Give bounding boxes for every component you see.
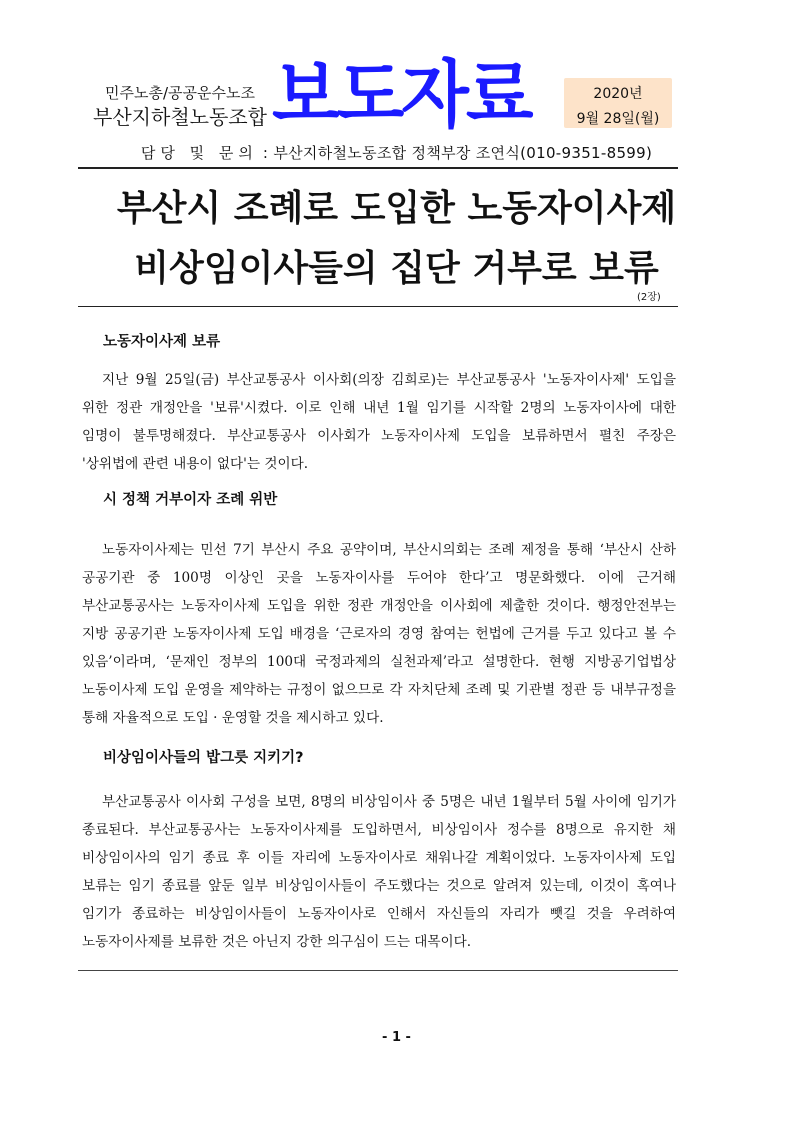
section-title-2: 시 정책 거부이자 조례 위반 xyxy=(103,492,278,508)
section-body-1: 지난 9월 25일(금) 부산교통공사 이사회(의장 김희로)는 부산교통공사 '노동자이사제' 도입을 위한 정관 개정안을 '보류'시켰다. 이로 인해 내년 1월 임기를 시작할 2명의 노동자이사에 대한 임명이 불투명해졌다. 부산교통공사 이사회가 노동자이사제 도입을 보류하면서 펼친 주장은 '상위법에 관련 내용이 없다'는 것이다. xyxy=(82,372,676,472)
page-count: (2장) xyxy=(637,292,661,303)
contact-label: 담당 및 문의 xyxy=(140,144,258,162)
org-line-1: 민주노총/공공운수노조 xyxy=(105,84,255,102)
headline-line-1: 부산시 조례로 도입한 노동자이사제 xyxy=(116,188,677,229)
divider-mid xyxy=(78,306,678,307)
press-release-title: 보도자료 xyxy=(272,51,531,139)
headline-line-2: 비상임이사들의 집단 거부로 보류 xyxy=(134,248,659,289)
date-year: 2020년 xyxy=(593,86,643,102)
date-day: 9월 28일(월) xyxy=(576,111,660,127)
contact-value: : 부산지하철노동조합 정책부장 조연식(010-9351-8599) xyxy=(262,144,653,162)
section-title-1: 노동자이사제 보류 xyxy=(103,334,221,350)
contact-line xyxy=(0,142,793,163)
section-body-3: 부산교통공사 이사회 구성을 보면, 8명의 비상임이사 중 5명은 내년 1월부터 5월 사이에 임기가 종료된다. 부산교통공사는 노동자이사제를 도입하면서, 비상임이사 정수를 8명으로 유지한 채 비상임이사의 임기 종료 후 이들 자리에 노동자이사로 채워나갈 계획이었다. 노동자이사제 도입 보류는 임기 종료를 앞둔 일부 비상임이사들이 주도했다는 것으로 알려져 있는데, 이것이 혹여나 임기가 종료하는 비상임이사들이 노동자이사로 인해서 자신들의 자리가 뺏길 것을 우려하여 노동자이사제를 보류한 것은 아닌지 강한 의구심이 드는 대목이다. xyxy=(82,794,676,950)
org-line-2: 부산지하철노동조합 xyxy=(93,105,267,129)
section-title-3: 비상임이사들의 밥그릇 지키기? xyxy=(103,750,304,766)
divider-top xyxy=(78,167,678,169)
divider-end xyxy=(78,970,678,971)
date-box xyxy=(564,78,672,128)
page-number: - 1 - xyxy=(382,1030,411,1045)
section-body-2: 노동자이사제는 민선 7기 부산시 주요 공약이며, 부산시의회는 조례 제정을 통해 ‘부산시 산하 공공기관 중 100명 이상인 곳을 노동자이사를 두어야 한다’고 명문화했다. 이에 근거해 부산교통공사는 노동자이사제 도입을 위한 정관 개정안을 이사회에 제출한 것이다. 행정안전부는 지방 공공기관 노동자이사제 도입 배경을 ‘근로자의 경영 참여는 헌법에 근거를 두고 있다고 볼 수 있음’이라며, ‘문재인 정부의 100대 국정과제의 실천과제’라고 설명한다. 현행 지방공기업법상 노동이사제 도입 운영을 제약하는 규정이 없으므로 각 자치단체 조례 및 기관별 정관 등 내부규정을 통해 자율적으로 도입 · 운영할 것을 제시하고 있다. xyxy=(82,542,676,726)
